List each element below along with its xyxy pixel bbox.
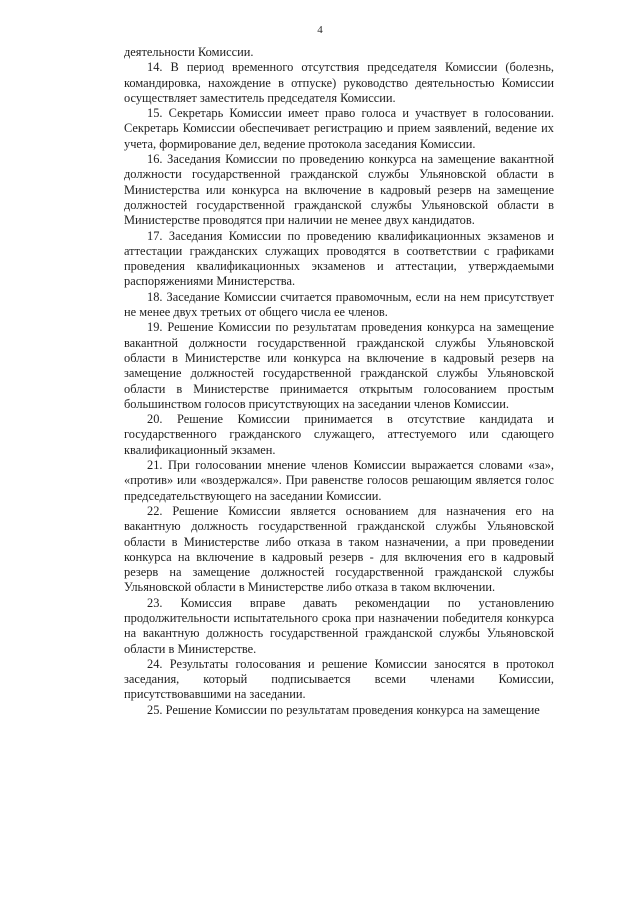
paragraph-25: 25. Решение Комиссии по результатам проведения конкурса на замещение (147, 702, 540, 717)
paragraph-continuation: деятельности Комиссии. (124, 45, 254, 59)
paragraph-14: 14. В период временного отсутствия председателя Комиссии (болезнь, командировка, нахождение в отпуске) руководство деятельностью Комиссии осуществляет заместитель председателя Комиссии. (124, 60, 554, 105)
paragraph-19: 19. Решение Комиссии по результатам проведения конкурса на замещение вакантной должности государственной гражданской службы Ульяновской области в Министерстве или конкурса на включение в кадровый резерв на замещение должностей государственной гражданской службы Ульяновской области в Министерстве принимается открытым голосованием простым большинством голосов присутствующих на заседании членов Комиссии. (124, 320, 554, 411)
paragraph-16: 16. Заседания Комиссии по проведению конкурса на замещение вакантной должности государственной гражданской службы Ульяновской области в Министерства или конкурса на включение в кадровый резерв на замещение должностей государственной гражданской службы Ульяновской области в Министерстве проводятся при наличии не менее двух кандидатов. (124, 152, 554, 228)
paragraph-24: 24. Результаты голосования и решение Комиссии заносятся в протокол заседания, который подписывается всеми членами Комиссии, присутствовавшими на заседании. (124, 656, 554, 702)
paragraph-21: 21. При голосовании мнение членов Комиссии выражается словами «за», «против» или «воздержался». При равенстве голосов решающим является голос председательствующего на заседании Комиссии. (124, 458, 554, 503)
paragraph-18: 18. Заседание Комиссии считается правомочным, если на нем присутствует не менее двух третьих от общего числа ее членов. (124, 289, 554, 320)
paragraph-15: 15. Секретарь Комиссии имеет право голоса и участвует в голосовании. Секретарь Комиссии обеспечивает регистрацию и прием заявлений, ведение их учета, формирование дел, ведение протокола заседания Комиссии. (124, 106, 554, 151)
paragraph-22: 22. Решение Комиссии является основанием для назначения его на вакантную должность государственной гражданской службы Ульяновской области в Министерстве либо отказа в таком назначении, а при проведении конкурса на включение в кадровый резерв - для включения его в кадровый резерв на замещение должностей государственной гражданской службы Ульяновской области в Министерстве либо отказа в таком включении. (124, 503, 554, 595)
paragraph-23: 23. Комиссия вправе давать рекомендации по установлению продолжительности испытательного срока при назначении победителя конкурса на вакантную должность государственной гражданской службы Ульяновской области в Министерстве. (124, 595, 554, 656)
paragraph-20: 20. Решение Комиссии принимается в отсутствие кандидата и государственного гражданского служащего, аттестуемого или сдающего квалификационный экзамен. (124, 412, 554, 457)
document-body (124, 45, 554, 718)
page-number: 4 (317, 24, 323, 36)
paragraph-17: 17. Заседания Комиссии по проведению квалификационных экзаменов и аттестации гражданских служащих проводятся в соответствии с графиками проведения квалификационных экзаменов и аттестации, утверждаемыми распоряжениями Министерства. (124, 228, 554, 289)
